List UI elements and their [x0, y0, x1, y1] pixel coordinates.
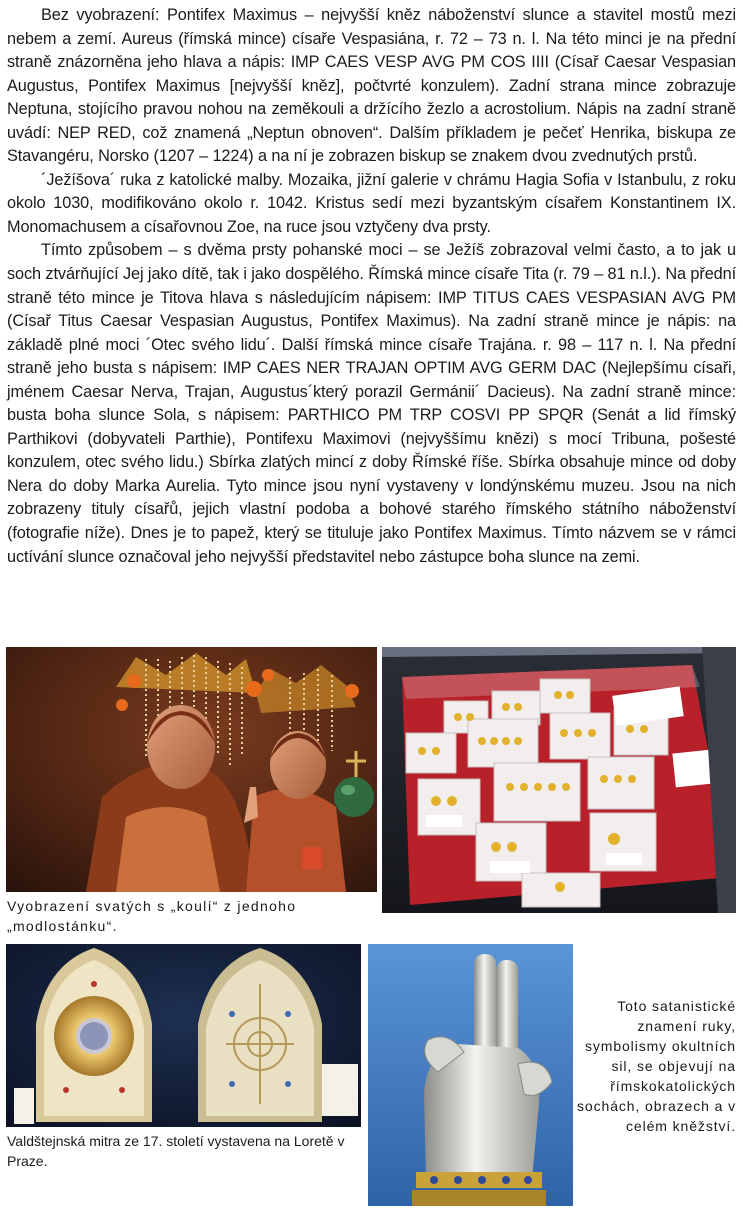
statues-photo — [6, 647, 377, 892]
coin-case-photo — [382, 647, 736, 913]
paragraph: Bez vyobrazení: Pontifex Maximus – nejvyšší kněz náboženství slunce a stavitel mostů mezi nebem a zemí. Aureus (římská mince) císaře Vespasiána, r. 72 – 73 n. l. Na této minci je na přední straně znázorněna jeho hlava a nápis: IMP CAES VESP AVG PM COS IIII (Císař Caesar Vespasian Augustus, Pontifex Maximus [nejvyšší kněz], počtvrté konzulem). Zadní strana mince zobrazuje Neptuna, stojícího pravou nohou na zeměkouli a držícího žezlo a acrostolium. Nápis na zadní straně uvádí: NEP RED, což znamená „Neptun obnoven“. Dalším příkladem je pečeť Henrika, biskupa ze Stavangéru, Norsko (1207 – 1224) a na ní je zobrazen biskup se znakem dvou zvednutých prstů. — [7, 6, 736, 166]
paragraph: Tímto způsobem – s dvěma prsty pohanské moci – se Ježíš zobrazoval velmi často, a to jak u soch ztvárňující Jej jako dítě, tak i jako dospělého. Římská mince císaře Tita (r. 79 – 81 n.l.). Na přední straně této mince je Titova hlava s následujícím nápisem: IMP TITUS CAES VESPASIAN AVG PM (Císař Titus Caesar Vespasian Augustus, Pontifex Maximus). Na zadní straně mince je nápis: na základě plné moci ´Otec svého lidu´. Další římská mince císaře Trajána. r. 98 – 117 n. l. Na přední straně jeho busta s nápisem: IMP CAES NER TRAJAN OPTIM AVG GERM DAC (Nejlepšímu císaři, jménem Caesar Nerva, Trajan, Augustus´který porazil Germánii´ Dacieus). Na zadní straně mince: busta boha slunce Sola, s nápisem: PARTHICO PM TRP COSVI PP SPQR (Senát a lid římský Parthikovi (dobyvateli Parthie), Pontifexu Maximovi (nejvyššímu knězi) s mocí Tribuna, pošesté konzulem, otec svého lidu.) Sbírka zlatých mincí z doby Římské říše. Sbírka obsahuje mince od doby Nera do doby Marka Aurelia. Tyto mince jsou nyní vystaveny v londýnskému muzeu. Jsou na nich zobrazeny tituly císařů, jejich vlastní podoba a bohové starého římského státního náboženství (fotografie níže). Dnes je to papež, který se tituluje jako Pontifex Maximus. Tímto názvem se v rámci uctívání slunce označoval jeho nejvyšší představitel nebo zástupce boha slunce na zemi. — [7, 241, 736, 566]
article-text — [7, 4, 736, 569]
hand-caption: Toto satanistické znamení ruky, symbolismy okultních sil, se objevují na římskokatolických sochách, obrazech a v celém kněžství. — [577, 998, 736, 1134]
miters-photo — [6, 944, 361, 1127]
paragraph: ´Ježíšova´ ruka z katolické malby. Mozaika, jižní galerie v chrámu Hagia Sofia v Istanbulu, z roku okolo 1030, modifikováno okolo r. 1042. Kristus sedí mezi byzantským císařem Konstantinem IX. Monomachusem a císařovnou Zoe, na ruce jsou vztyčeny dva prsty. — [7, 170, 736, 236]
statues-caption: Vyobrazení svatých s „koulí“ z jednoho „modlostánku“. — [7, 898, 297, 934]
hand-photo — [368, 944, 573, 1206]
miters-caption: Valdštejnská mitra ze 17. století vystavena na Loretě v Praze. — [7, 1133, 345, 1169]
